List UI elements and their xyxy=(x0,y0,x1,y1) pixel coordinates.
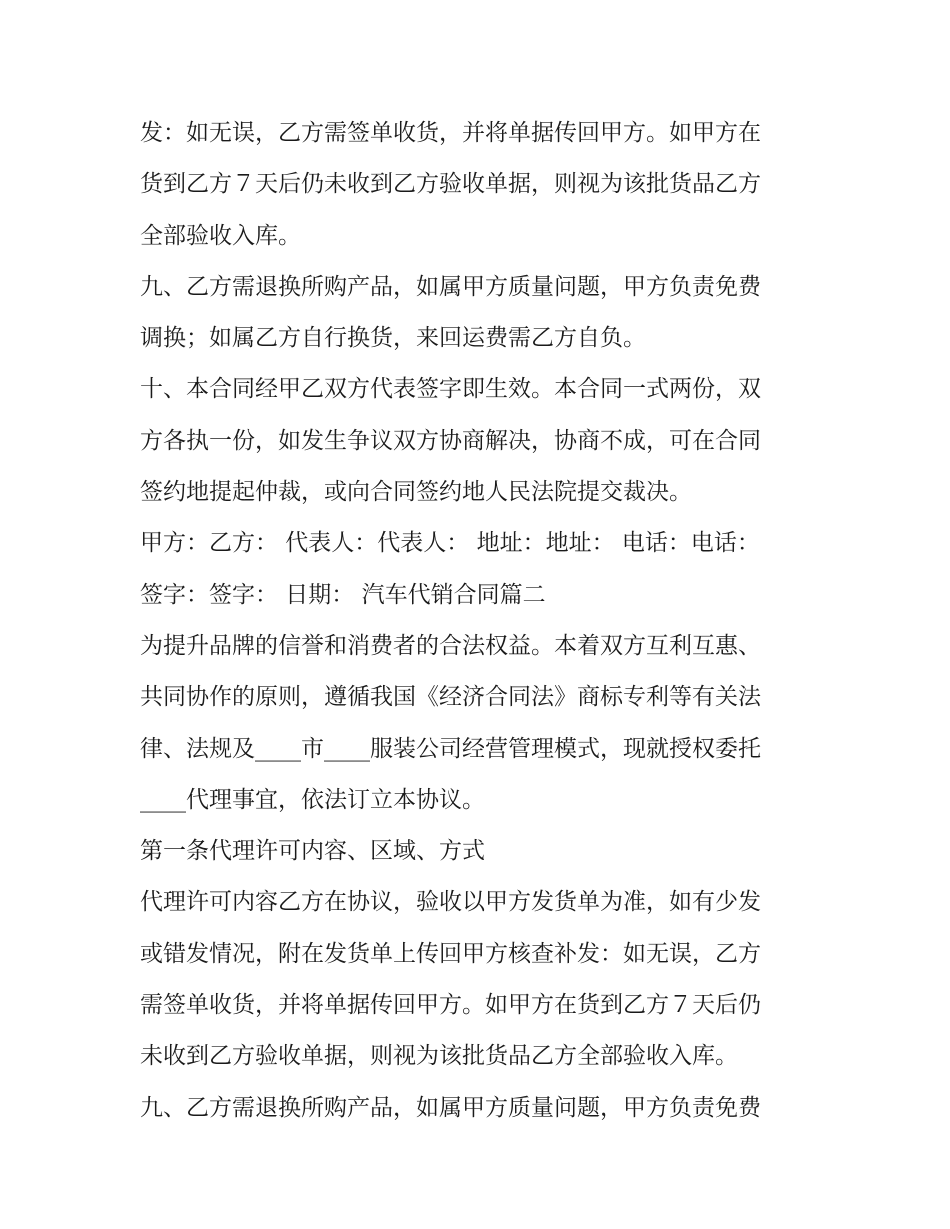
text-line: 九、乙方需退换所购产品，如属甲方质量问题，甲方负责免费 xyxy=(140,1094,761,1121)
text-line: 律、法规及____市____服装公司经营管理模式，现就授权委托 xyxy=(140,735,761,762)
text-line: 货到乙方７天后仍未收到乙方验收单据，则视为该批货品乙方 xyxy=(140,171,761,198)
document-body xyxy=(140,108,820,1134)
text-line: 代理许可内容乙方在协议，验收以甲方发货单为准，如有少发 xyxy=(140,889,761,916)
text-line: ____代理事宜，依法订立本协议。 xyxy=(140,786,485,813)
text-line: 发：如无误，乙方需签单收货，并将单据传回甲方。如甲方在 xyxy=(140,120,761,146)
text-line: 或错发情况，附在发货单上传回甲方核查补发：如无误，乙方 xyxy=(140,940,761,967)
text-line: 全部验收入库。 xyxy=(140,222,301,249)
article-heading-line: 第一条代理许可内容、区域、方式 xyxy=(140,838,485,865)
text-line: 十、本合同经甲乙双方代表签字即生效。本合同一式两份，双 xyxy=(140,376,761,403)
text-line: 需签单收货，并将单据传回甲方。如甲方在货到乙方７天后仍 xyxy=(140,992,761,1019)
signature-fields-line: 甲方：乙方： 代表人：代表人： 地址：地址： 电话：电话： xyxy=(140,530,760,557)
text-line: 方各执一份，如发生争议双方协商解决，协商不成，可在合同 xyxy=(140,427,761,454)
section-heading-line: 签字：签字： 日期： 汽车代销合同篇二 xyxy=(140,581,546,608)
text-line: 共同协作的原则，遵循我国《经济合同法》商标专利等有关法 xyxy=(140,684,761,711)
text-line: 九、乙方需退换所购产品，如属甲方质量问题，甲方负责免费 xyxy=(140,273,761,300)
text-line: 为提升品牌的信誉和消费者的合法权益。本着双方互利互惠、 xyxy=(140,632,761,659)
text-line: 签约地提起仲裁，或向合同签约地人民法院提交裁决。 xyxy=(140,479,692,506)
text-line: 调换；如属乙方自行换货，来回运费需乙方自负。 xyxy=(140,325,646,352)
text-line: 未收到乙方验收单据，则视为该批货品乙方全部验收入库。 xyxy=(140,1043,738,1070)
